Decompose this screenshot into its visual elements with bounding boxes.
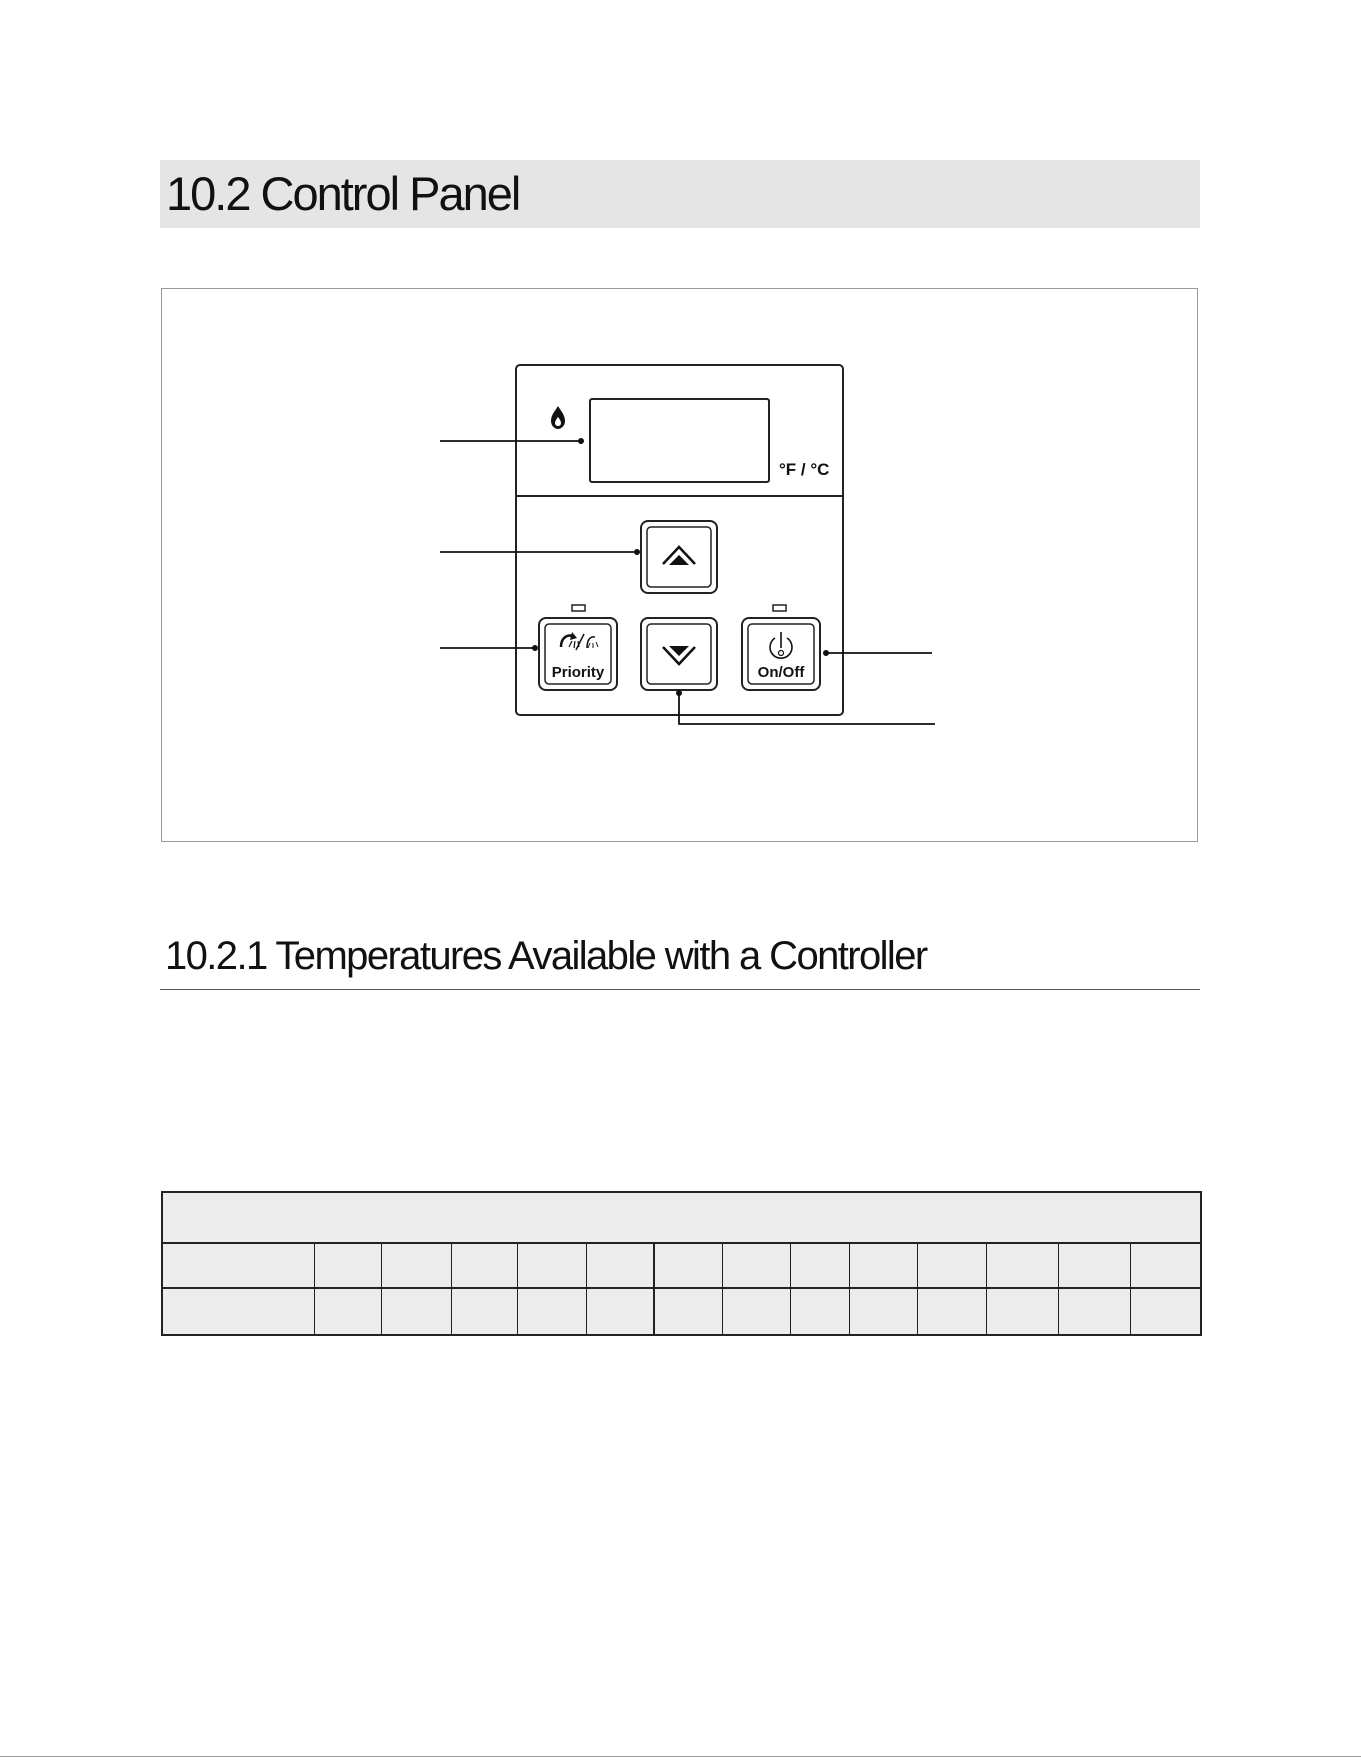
- table-cell: [917, 1243, 986, 1288]
- table-cell: [1130, 1243, 1201, 1288]
- table-cell: [381, 1288, 451, 1335]
- table-cell: [722, 1243, 790, 1288]
- table-cell: [849, 1288, 917, 1335]
- priority-button[interactable]: [539, 618, 617, 690]
- section-title: 10.2 Control Panel: [166, 167, 520, 220]
- table-cell: [790, 1288, 849, 1335]
- table-cell: [451, 1288, 517, 1335]
- table-cell: [1058, 1243, 1130, 1288]
- temperatures-table: [161, 1191, 1202, 1336]
- table-cell: [654, 1243, 722, 1288]
- power-led: [773, 605, 786, 611]
- table-cell: [162, 1243, 314, 1288]
- table-cell: [986, 1243, 1058, 1288]
- control-panel-diagram: [162, 289, 1199, 843]
- onoff-button[interactable]: [742, 618, 820, 690]
- unit-label: °F / °C: [779, 460, 830, 479]
- control-panel-figure: [161, 288, 1198, 842]
- page-bottom-rule: [0, 1756, 1361, 1757]
- display-screen: [590, 399, 769, 482]
- section-header: [160, 160, 1200, 228]
- table-cell: [314, 1288, 381, 1335]
- table-cell: [381, 1243, 451, 1288]
- priority-label: Priority: [551, 664, 605, 681]
- table-row: [162, 1288, 1201, 1335]
- table-cell: [314, 1243, 381, 1288]
- subsection-rule: [160, 989, 1200, 990]
- table-cell: [1058, 1288, 1130, 1335]
- table-cell: [1130, 1288, 1201, 1335]
- table-cell: [849, 1243, 917, 1288]
- onoff-label: On/Off: [757, 664, 805, 681]
- table-cell: [517, 1243, 586, 1288]
- table-cell: [586, 1288, 654, 1335]
- table-row: [162, 1243, 1201, 1288]
- table-cell: [586, 1243, 654, 1288]
- up-button[interactable]: [641, 521, 717, 593]
- table-cell: [451, 1243, 517, 1288]
- table-header: [162, 1192, 1201, 1243]
- subsection-title: 10.2.1 Temperatures Available with a Controller: [165, 934, 927, 978]
- table-cell: [986, 1288, 1058, 1335]
- down-button[interactable]: [641, 618, 717, 690]
- table-cell: [162, 1288, 314, 1335]
- table-cell: [722, 1288, 790, 1335]
- table-cell: [654, 1288, 722, 1335]
- priority-led: [572, 605, 585, 611]
- table-cell: [517, 1288, 586, 1335]
- table-cell: [790, 1243, 849, 1288]
- table-cell: [917, 1288, 986, 1335]
